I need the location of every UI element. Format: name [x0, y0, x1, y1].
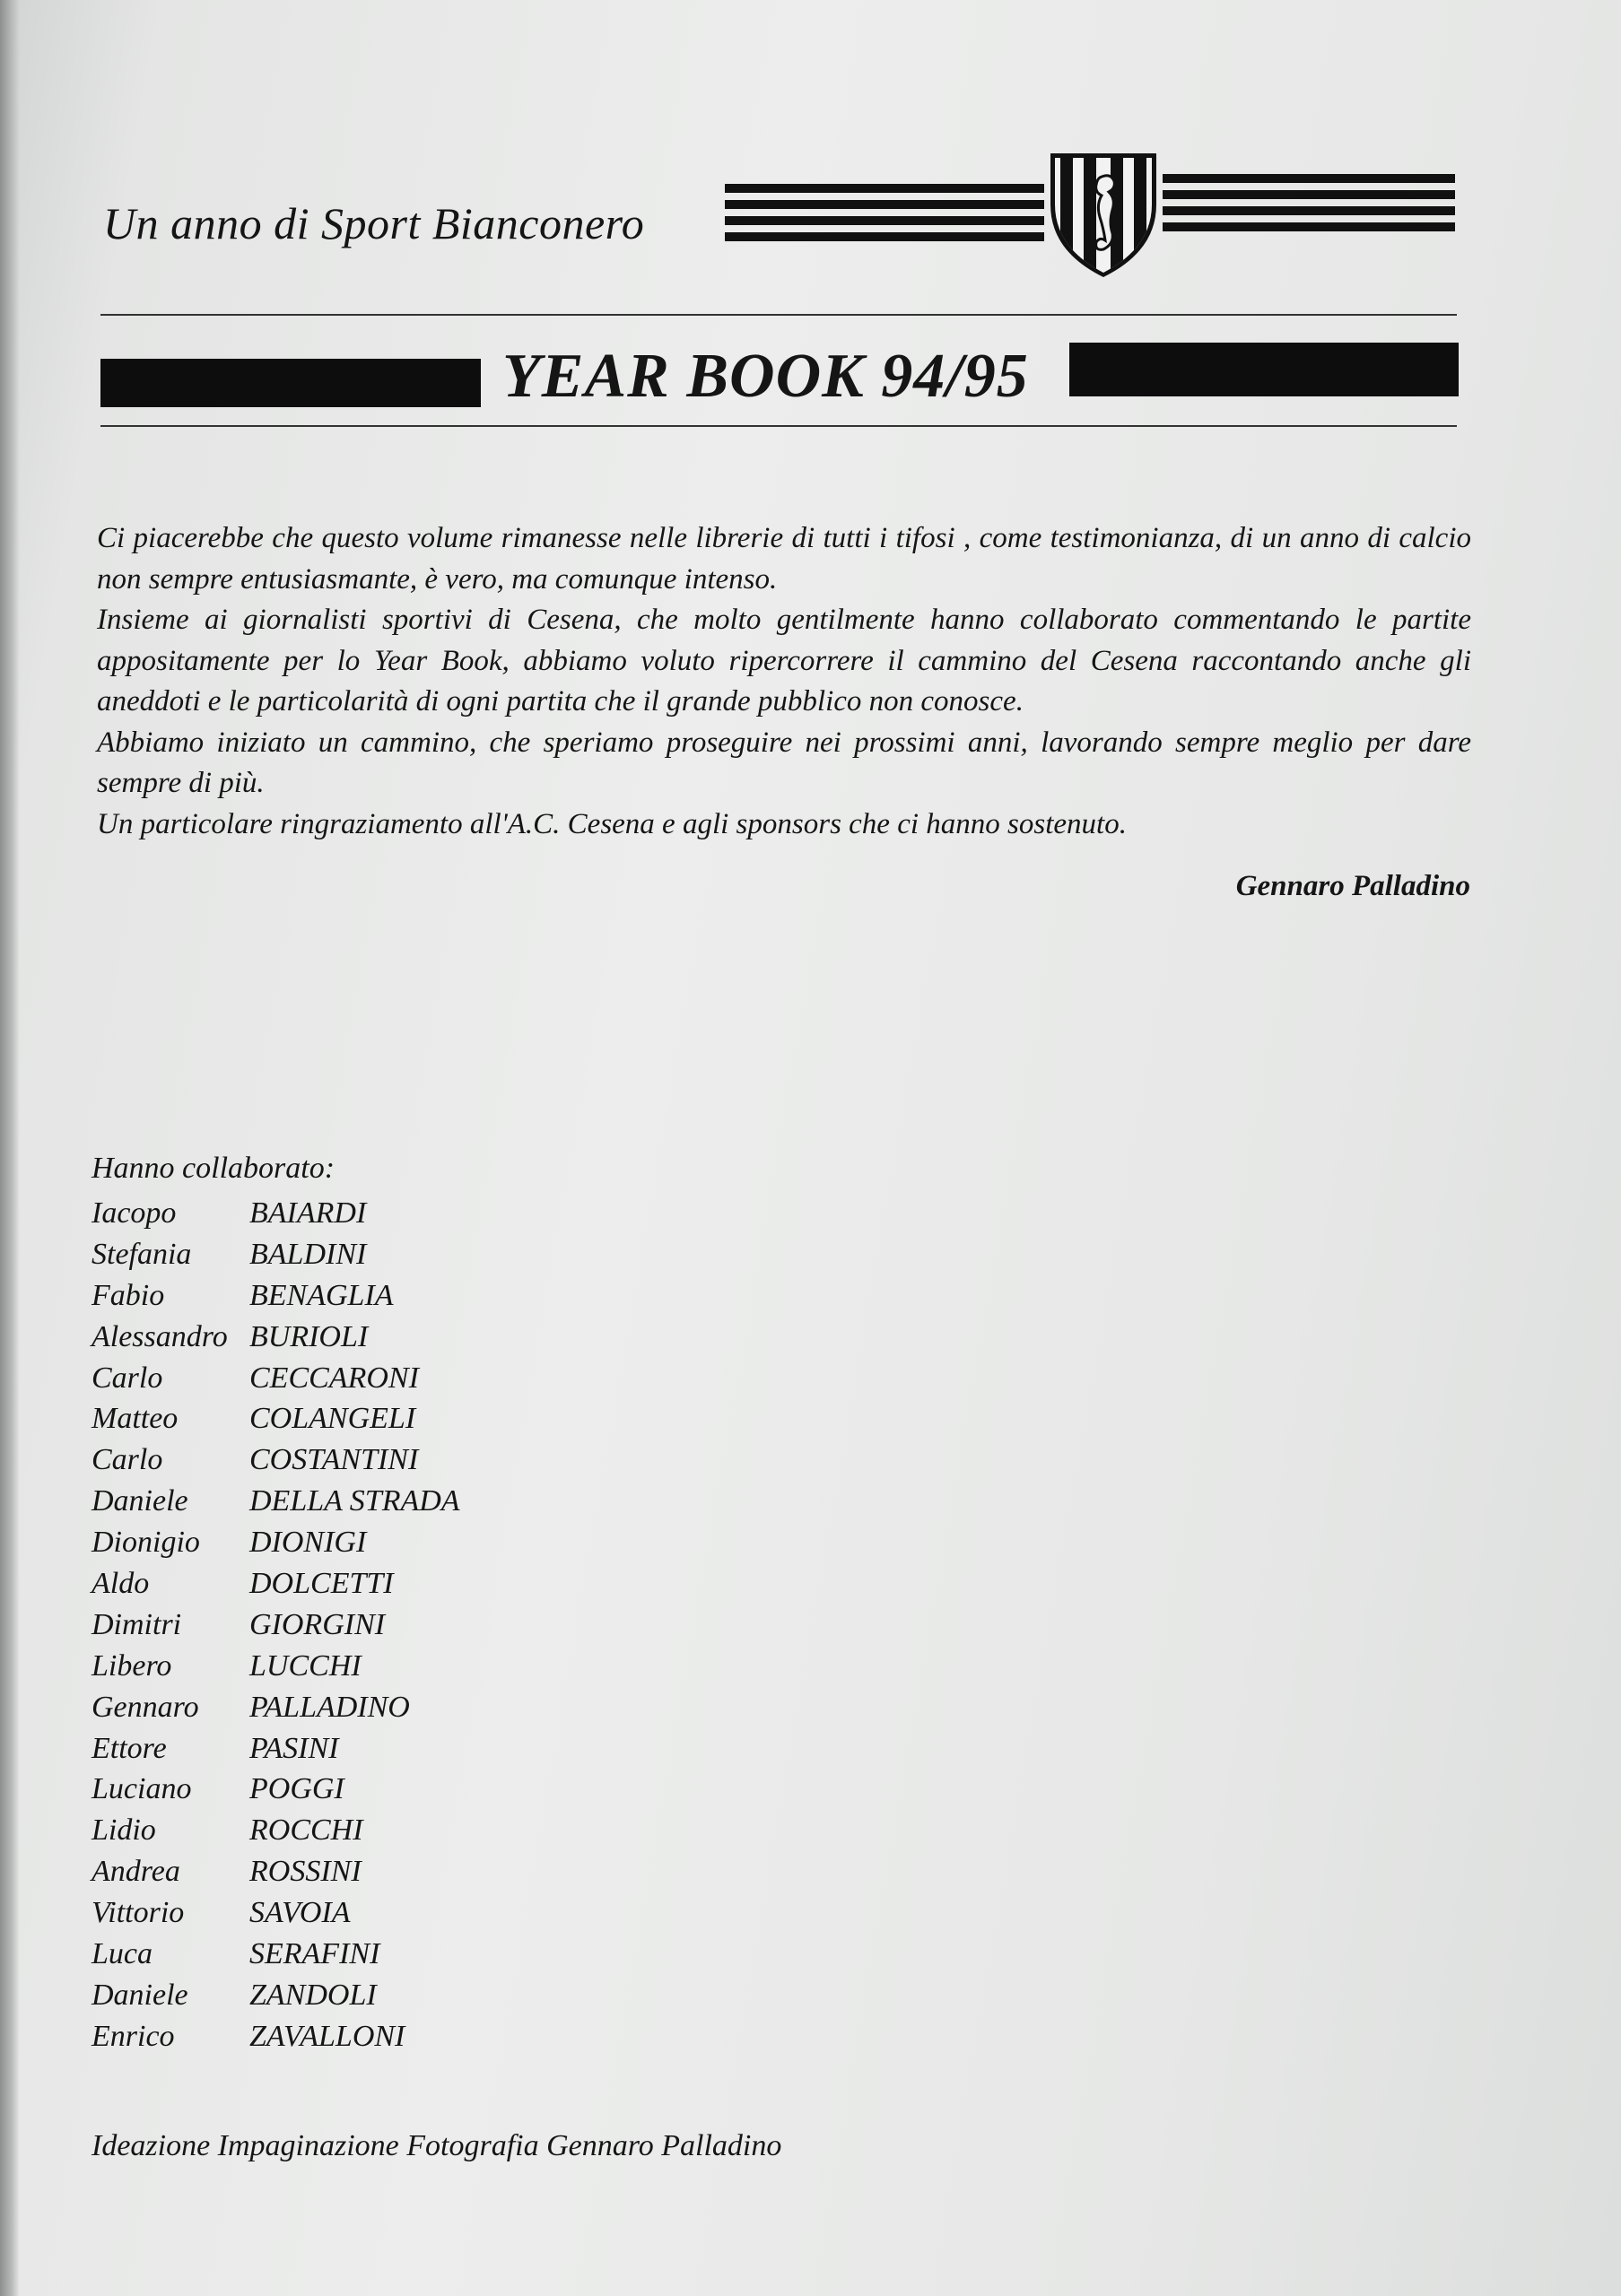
collaborator-row — [92, 1193, 460, 1234]
intro-paragraph: Ci piacerebbe che questo volume rimanesse nelle librerie di tutti i tifosi , come testimonianza, di un anno di calcio non sempre entusiasmante, è vero, ma comunque intenso. — [97, 522, 1471, 596]
collaborator-first-name: Gennaro — [92, 1690, 199, 1724]
collaborator-first-name: Andrea — [92, 1855, 180, 1889]
intro-paragraph: Abbiamo iniziato un cammino, che speriamo proseguire nei prossimi anni, lavorando sempre meglio per dare sempre di più. — [97, 726, 1471, 799]
collaborator-row — [92, 2016, 460, 2057]
header-stripes-left — [725, 170, 1044, 251]
collaborator-first-name: Luca — [92, 1937, 153, 1971]
collaborator-last-name: BENAGLIA — [249, 1278, 394, 1312]
title-rule-bottom — [100, 425, 1457, 427]
collaborator-last-name: CECCARONI — [249, 1361, 419, 1395]
collaborator-last-name: COLANGELI — [249, 1402, 416, 1436]
collaborator-row — [92, 1563, 460, 1605]
collaborator-row — [92, 1728, 460, 1770]
collaborator-last-name: BAIARDI — [249, 1196, 367, 1230]
collaborator-row — [92, 1481, 460, 1522]
collaborator-last-name: PALLADINO — [249, 1690, 410, 1724]
intro-paragraph: Un particolare ringraziamento all'A.C. Cesena e agli sponsors che ci hanno sostenuto. — [97, 807, 1127, 840]
collaborator-row — [92, 1646, 460, 1687]
collaborator-last-name: POGGI — [249, 1772, 344, 1806]
collaborator-first-name: Lidio — [92, 1813, 156, 1848]
collaborator-last-name: ROCCHI — [249, 1813, 363, 1848]
signature: Gennaro Palladino — [1235, 870, 1470, 902]
collaborators-heading: Hanno collaborato: — [92, 1152, 336, 1185]
collaborator-last-name: BURIOLI — [249, 1319, 369, 1353]
intro-paragraph: Insieme ai giornalisti sportivi di Cesena, che molto gentilmente hanno collaborato commentando le partite appositamente per lo Year Book, abbiamo voluto ripercorrere il cammino del Cesena raccontando anche gli aneddoti e le particolarità di ogni partita che il grande pubblico non conosce. — [97, 604, 1471, 718]
header-stripes-right — [1163, 170, 1455, 251]
intro-text — [97, 518, 1471, 845]
collaborator-first-name: Carlo — [92, 1443, 163, 1477]
collaborator-row — [92, 1769, 460, 1810]
collaborator-row — [92, 1810, 460, 1851]
collaborator-row — [92, 1317, 460, 1358]
title-bar-left — [100, 359, 481, 407]
collaborator-last-name: GIORGINI — [249, 1607, 386, 1641]
collaborator-first-name: Ettore — [92, 1731, 167, 1765]
collaborator-first-name: Daniele — [92, 1484, 188, 1518]
collaborator-first-name: Dimitri — [92, 1607, 182, 1641]
collaborator-last-name: ZANDOLI — [249, 1978, 377, 2012]
collaborator-first-name: Alessandro — [92, 1319, 228, 1353]
title-rule-top — [100, 314, 1457, 316]
header-tagline: Un anno di Sport Bianconero — [103, 198, 645, 248]
collaborator-last-name: PASINI — [249, 1731, 339, 1765]
collaborator-first-name: Vittorio — [92, 1896, 185, 1930]
collaborator-row — [92, 1234, 460, 1275]
collaborator-last-name: SERAFINI — [249, 1937, 380, 1971]
collaborator-last-name: ROSSINI — [249, 1855, 362, 1889]
collaborator-last-name: COSTANTINI — [249, 1443, 419, 1477]
collaborator-first-name: Dionigio — [92, 1526, 200, 1560]
collaborator-first-name: Matteo — [92, 1402, 179, 1436]
collaborator-last-name: LUCCHI — [249, 1648, 362, 1683]
collaborator-first-name: Enrico — [92, 2019, 175, 2053]
page-spine-shadow — [0, 0, 20, 2296]
collaborator-row — [92, 1522, 460, 1563]
collaborator-last-name: DELLA STRADA — [249, 1484, 460, 1518]
collaborator-row — [92, 1358, 460, 1399]
collaborator-row — [92, 1398, 460, 1439]
collaborator-first-name: Iacopo — [92, 1196, 177, 1230]
collaborator-first-name: Libero — [92, 1648, 172, 1683]
collaborator-row — [92, 1605, 460, 1646]
page-title: YEAR BOOK 94/95 — [502, 342, 1029, 411]
collaborator-row — [92, 1275, 460, 1317]
collaborator-row — [92, 1439, 460, 1481]
collaborator-first-name: Fabio — [92, 1278, 165, 1312]
collaborator-first-name: Stefania — [92, 1237, 192, 1271]
collaborator-first-name: Aldo — [92, 1567, 150, 1601]
credits-line: Ideazione Impaginazione Fotografia Gennaro Palladino — [92, 2129, 782, 2162]
collaborator-first-name: Carlo — [92, 1361, 163, 1395]
collaborator-last-name: DOLCETTI — [249, 1567, 394, 1601]
collaborator-last-name: DIONIGI — [249, 1526, 367, 1560]
collaborator-last-name: BALDINI — [249, 1237, 367, 1271]
collaborator-last-name: SAVOIA — [249, 1896, 351, 1930]
seahorse-shield-icon — [1048, 151, 1159, 278]
collaborator-row — [92, 1851, 460, 1892]
collaborators-list — [92, 1193, 460, 2057]
title-bar-right — [1069, 343, 1459, 396]
collaborator-row — [92, 1892, 460, 1934]
collaborator-row — [92, 1934, 460, 1975]
collaborator-row — [92, 1975, 460, 2016]
collaborator-last-name: ZAVALLONI — [249, 2019, 405, 2053]
collaborator-row — [92, 1687, 460, 1728]
collaborator-first-name: Daniele — [92, 1978, 188, 2012]
collaborator-first-name: Luciano — [92, 1772, 192, 1806]
